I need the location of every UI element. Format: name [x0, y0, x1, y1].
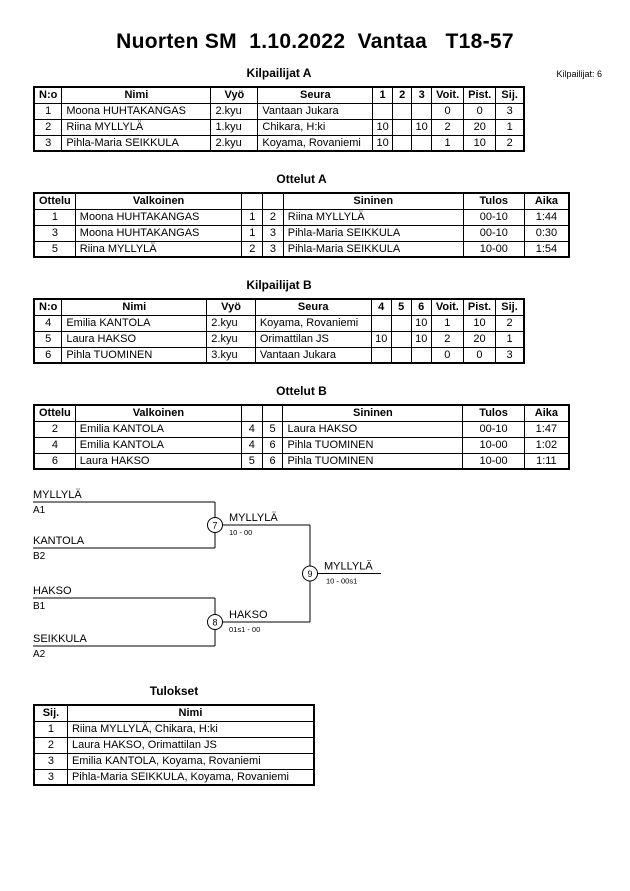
bracket-final-winner-name: MYLLYLÄ	[324, 560, 373, 573]
col-header-match: Ottelu	[34, 193, 75, 209]
cell-belt: 2.kyu	[211, 135, 258, 151]
cell-wins: 1	[431, 315, 463, 331]
col-header-blue: Sininen	[283, 405, 463, 421]
cell-place: 1	[496, 119, 524, 135]
cell-club: Vantaan Jukara	[258, 103, 373, 119]
competitor-count-label: Kilpailijat: 6	[556, 69, 602, 79]
cell-blue-name: Pihla TUOMINEN	[283, 437, 463, 453]
cell-no: 5	[34, 331, 62, 347]
cell-place: 3	[34, 753, 67, 769]
bracket-slot-seed: A1	[33, 505, 46, 516]
cell-score-1	[373, 103, 393, 119]
cell-wins: 0	[432, 103, 464, 119]
bracket-winner-name: HAKSO	[229, 609, 268, 621]
cell-belt: 2.kyu	[211, 103, 258, 119]
col-header-result: Tulos	[463, 193, 524, 209]
cell-blue-name: Pihla-Maria SEIKKULA	[283, 225, 463, 241]
cell-blue-no: 3	[263, 225, 284, 241]
results-section	[33, 684, 315, 786]
cell-match-no: 2	[34, 421, 75, 437]
cell-time: 1:11	[524, 453, 569, 469]
cell-place: 2	[496, 315, 524, 331]
cell-belt: 2.kyu	[207, 315, 256, 331]
pool-b-section	[33, 278, 525, 364]
table-row	[34, 453, 569, 469]
cell-no: 2	[34, 119, 62, 135]
cell-place: 3	[496, 103, 524, 119]
cell-score-1: 10	[373, 119, 393, 135]
cell-place: 1	[34, 721, 67, 737]
cell-blue-name: Laura HAKSO	[283, 421, 463, 437]
cell-blue-no: 3	[263, 241, 284, 257]
cell-wins: 2	[432, 119, 464, 135]
col-header-wins: Voit.	[432, 87, 464, 103]
bracket-match-score: 10 - 00	[229, 528, 253, 537]
bracket-final-score: 10 - 00s1	[326, 576, 358, 586]
cell-place: 2	[496, 135, 524, 151]
table-row	[34, 241, 569, 257]
col-header-opp3: 3	[412, 87, 432, 103]
cell-score-6: 10	[411, 315, 431, 331]
col-header-name: Nimi	[62, 299, 207, 315]
cell-no: 4	[34, 315, 62, 331]
col-header-opp1: 1	[373, 87, 393, 103]
cell-club: Koyama, Rovaniemi	[258, 135, 373, 151]
cell-time: 1:44	[524, 209, 569, 225]
cell-result: 00-10	[463, 209, 524, 225]
cell-white-name: Emilia KANTOLA	[75, 421, 241, 437]
cell-white-name: Laura HAKSO	[75, 453, 241, 469]
cell-white-no: 4	[241, 437, 262, 453]
cell-no: 3	[34, 135, 62, 151]
col-header-place: Sij.	[34, 705, 67, 721]
col-header-time: Aika	[524, 405, 569, 421]
bracket-slot-seed: A2	[33, 649, 46, 660]
cell-blue-no: 6	[262, 437, 283, 453]
cell-name: Emilia KANTOLA	[62, 315, 207, 331]
cell-match-no: 4	[34, 437, 75, 453]
cell-points: 10	[464, 135, 496, 151]
pool-b-table	[33, 298, 525, 364]
cell-white-no: 1	[242, 209, 263, 225]
cell-score-2	[393, 119, 412, 135]
col-header-white: Valkoinen	[75, 405, 241, 421]
cell-club: Chikara, H:ki	[258, 119, 373, 135]
cell-score-2	[393, 103, 412, 119]
cell-points: 20	[463, 331, 495, 347]
cell-name: Riina MYLLYLÄ	[62, 119, 211, 135]
col-header-name: Nimi	[67, 705, 314, 721]
col-header-blue-no	[262, 405, 283, 421]
cell-blue-name: Pihla-Maria SEIKKULA	[283, 241, 463, 257]
cell-time: 1:47	[524, 421, 569, 437]
col-header-blue-no	[263, 193, 284, 209]
matches-a-title: Ottelut A	[276, 172, 327, 186]
cell-score-5	[391, 331, 411, 347]
cell-wins: 2	[431, 331, 463, 347]
match-number: 8	[212, 617, 218, 628]
table-row	[34, 135, 524, 151]
cell-points: 0	[463, 347, 495, 363]
col-header-place: Sij.	[496, 87, 524, 103]
cell-white-name: Emilia KANTOLA	[75, 437, 241, 453]
bracket-slot-name: HAKSO	[33, 585, 72, 597]
cell-blue-no: 2	[263, 209, 284, 225]
col-header-white-no	[241, 405, 262, 421]
col-header-white: Valkoinen	[75, 193, 242, 209]
pool-b-title: Kilpailijat B	[246, 278, 312, 292]
col-header-opp6: 6	[411, 299, 431, 315]
cell-name: Emilia KANTOLA, Koyama, Rovaniemi	[67, 753, 314, 769]
col-header-no: N:o	[34, 87, 62, 103]
col-header-opp4: 4	[371, 299, 391, 315]
cell-time: 1:02	[524, 437, 569, 453]
results-table	[33, 704, 315, 786]
cell-no: 6	[34, 347, 62, 363]
cell-blue-no: 5	[262, 421, 283, 437]
cell-match-no: 6	[34, 453, 75, 469]
col-header-points: Pist.	[463, 299, 495, 315]
col-header-match: Ottelu	[34, 405, 75, 421]
col-header-place: Sij.	[496, 299, 524, 315]
cell-score-1: 10	[373, 135, 393, 151]
bracket-slot-name: KANTOLA	[33, 535, 85, 547]
cell-points: 10	[463, 315, 495, 331]
pool-a-title: Kilpailijat A	[246, 66, 312, 80]
cell-blue-name: Pihla TUOMINEN	[283, 453, 463, 469]
cell-score-3	[412, 103, 432, 119]
cell-result: 00-10	[463, 421, 524, 437]
cell-result: 10-00	[463, 241, 524, 257]
bracket-slot-seed: B2	[33, 551, 46, 562]
cell-wins: 1	[432, 135, 464, 151]
cell-place: 1	[496, 331, 524, 347]
cell-score-6	[411, 347, 431, 363]
cell-white-no: 2	[242, 241, 263, 257]
cell-blue-name: Riina MYLLYLÄ	[283, 209, 463, 225]
bracket-winner-name: MYLLYLÄ	[229, 512, 278, 524]
table-row	[34, 769, 314, 785]
page-title: Nuorten SM 1.10.2022 Vantaa T18-57	[116, 30, 514, 53]
match-number: 7	[212, 520, 218, 531]
cell-points: 20	[464, 119, 496, 135]
table-row	[34, 421, 569, 437]
pool-a-table	[33, 86, 525, 152]
col-header-name: Nimi	[62, 87, 211, 103]
cell-name: Pihla-Maria SEIKKULA	[62, 135, 211, 151]
cell-blue-no: 6	[262, 453, 283, 469]
match-number: 9	[307, 569, 313, 579]
cell-place: 2	[34, 737, 67, 753]
cell-match-no: 3	[34, 225, 75, 241]
col-header-belt: Vyö	[211, 87, 258, 103]
col-header-points: Pist.	[464, 87, 496, 103]
cell-name: Moona HUHTAKANGAS	[62, 103, 211, 119]
table-row	[34, 103, 524, 119]
cell-score-5	[391, 347, 411, 363]
cell-club: Orimattilan JS	[255, 331, 371, 347]
cell-white-name: Riina MYLLYLÄ	[75, 241, 242, 257]
matches-a-section	[33, 172, 570, 258]
table-row	[34, 209, 569, 225]
header-row	[34, 405, 569, 421]
table-row	[34, 331, 524, 347]
cell-white-name: Moona HUHTAKANGAS	[75, 225, 242, 241]
cell-result: 10-00	[463, 437, 524, 453]
cell-match-no: 1	[34, 209, 75, 225]
table-row	[34, 737, 314, 753]
cell-club: Vantaan Jukara	[255, 347, 371, 363]
col-header-belt: Vyö	[207, 299, 256, 315]
cell-score-5	[391, 315, 411, 331]
cell-name: Pihla TUOMINEN	[62, 347, 207, 363]
cell-result: 00-10	[463, 225, 524, 241]
cell-time: 1:54	[524, 241, 569, 257]
header-row	[34, 193, 569, 209]
cell-score-2	[393, 135, 412, 151]
matches-b-section	[33, 384, 570, 470]
cell-white-no: 4	[241, 421, 262, 437]
cell-name: Riina MYLLYLÄ, Chikara, H:ki	[67, 721, 314, 737]
cell-wins: 0	[431, 347, 463, 363]
bracket-match-score: 01s1 - 00	[229, 625, 261, 634]
col-header-wins: Voit.	[431, 299, 463, 315]
table-row	[34, 347, 524, 363]
cell-match-no: 5	[34, 241, 75, 257]
table-row	[34, 753, 314, 769]
cell-score-4	[371, 315, 391, 331]
cell-white-name: Moona HUHTAKANGAS	[75, 209, 242, 225]
elimination-bracket	[33, 486, 453, 664]
cell-club: Koyama, Rovaniemi	[255, 315, 371, 331]
table-row	[34, 437, 569, 453]
table-row	[34, 119, 524, 135]
bracket-slot-seed: B1	[33, 601, 46, 612]
cell-score-6: 10	[411, 331, 431, 347]
cell-points: 0	[464, 103, 496, 119]
cell-place: 3	[34, 769, 67, 785]
cell-belt: 3.kyu	[207, 347, 256, 363]
cell-score-3: 10	[412, 119, 432, 135]
bracket-slot-name: MYLLYLÄ	[33, 489, 82, 501]
cell-score-4	[371, 347, 391, 363]
matches-a-table	[33, 192, 570, 258]
cell-white-no: 5	[241, 453, 262, 469]
header-row	[34, 299, 524, 315]
col-header-blue: Sininen	[283, 193, 463, 209]
cell-no: 1	[34, 103, 62, 119]
col-header-club: Seura	[258, 87, 373, 103]
header-row	[34, 87, 524, 103]
col-header-opp2: 2	[393, 87, 412, 103]
cell-result: 10-00	[463, 453, 524, 469]
cell-white-no: 1	[242, 225, 263, 241]
col-header-result: Tulos	[463, 405, 524, 421]
bracket-slot-name: SEIKKULA	[33, 633, 87, 645]
results-title: Tulokset	[149, 684, 199, 698]
matches-b-title: Ottelut B	[276, 384, 327, 398]
cell-name: Pihla-Maria SEIKKULA, Koyama, Rovaniemi	[67, 769, 314, 785]
pool-a-section	[33, 66, 525, 152]
table-row	[34, 315, 524, 331]
matches-b-table	[33, 404, 570, 470]
col-header-time: Aika	[524, 193, 569, 209]
cell-name: Laura HAKSO	[62, 331, 207, 347]
cell-time: 0:30	[524, 225, 569, 241]
cell-score-3	[412, 135, 432, 151]
col-header-no: N:o	[34, 299, 62, 315]
col-header-club: Seura	[255, 299, 371, 315]
header-row	[34, 705, 314, 721]
col-header-white-no	[242, 193, 263, 209]
cell-name: Laura HAKSO, Orimattilan JS	[67, 737, 314, 753]
cell-score-4: 10	[371, 331, 391, 347]
col-header-opp5: 5	[391, 299, 411, 315]
cell-place: 3	[496, 347, 524, 363]
table-row	[34, 225, 569, 241]
cell-belt: 2.kyu	[207, 331, 256, 347]
cell-belt: 1.kyu	[211, 119, 258, 135]
table-row	[34, 721, 314, 737]
